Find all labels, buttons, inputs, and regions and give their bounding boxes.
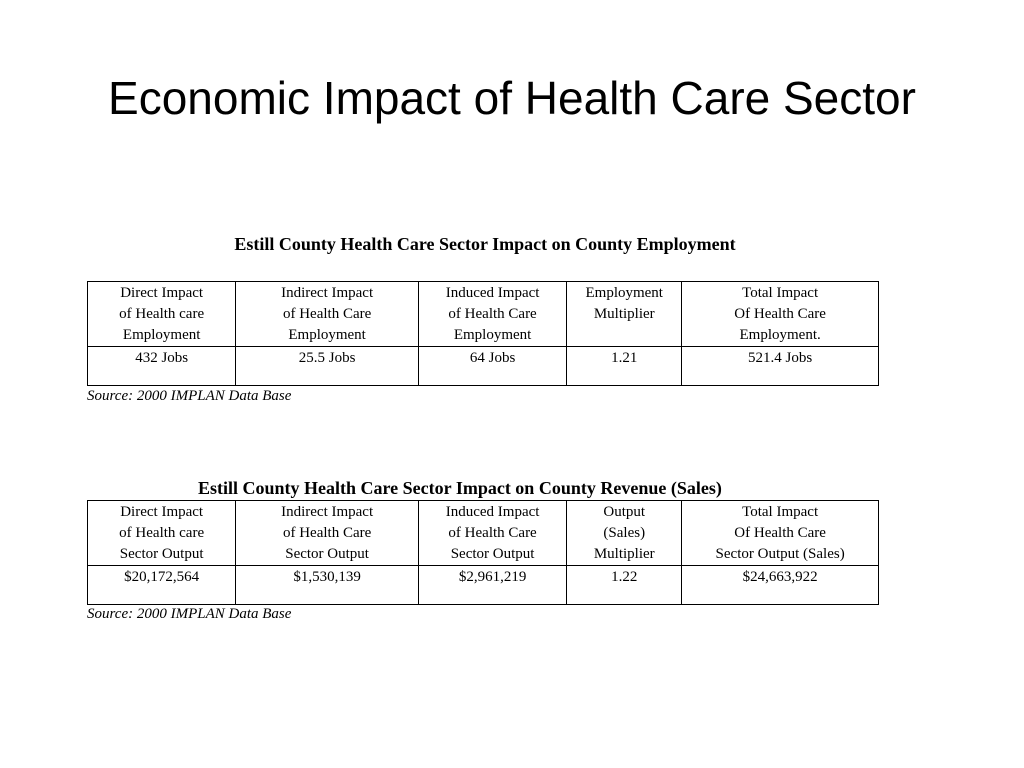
header-indirect-impact [236, 501, 419, 566]
table-row [88, 347, 879, 386]
header-line: Induced Impact [445, 285, 540, 301]
table-row [88, 566, 879, 605]
employment-impact-table [87, 281, 879, 386]
header-line: Direct Impact [120, 285, 204, 301]
value-direct-impact: $20,172,564 [88, 566, 236, 605]
header-line: Total Impact [742, 504, 819, 520]
table-header-row [88, 282, 879, 347]
value-total-impact: 521.4 Jobs [682, 347, 879, 386]
header-direct-impact [88, 282, 236, 347]
header-line: Sector Output [119, 546, 204, 562]
header-line: of Health Care [448, 525, 537, 541]
header-line: of Health Care [448, 306, 537, 322]
value-indirect-impact: $1,530,139 [236, 566, 419, 605]
header-line: Employment [585, 285, 663, 301]
header-line: Of Health Care [734, 525, 826, 541]
header-line: Sector Output (Sales) [715, 546, 845, 562]
header-line: Indirect Impact [281, 285, 374, 301]
header-total-impact [682, 282, 879, 347]
header-line: Multiplier [593, 306, 655, 322]
header-line: Employment. [739, 327, 821, 343]
header-induced-impact [418, 501, 566, 566]
header-line: of Health Care [282, 525, 372, 541]
header-line: Employment [453, 327, 532, 343]
header-line: Indirect Impact [281, 504, 374, 520]
value-induced-impact: $2,961,219 [418, 566, 566, 605]
revenue-table-caption: Estill County Health Care Sector Impact on County Revenue (Sales) [198, 478, 722, 498]
header-line: Induced Impact [445, 504, 540, 520]
employment-source-note: Source: 2000 IMPLAN Data Base [87, 388, 292, 404]
revenue-source-note: Source: 2000 IMPLAN Data Base [87, 606, 292, 622]
header-line: Employment [288, 327, 366, 343]
header-line: Multiplier [593, 546, 655, 562]
header-line: of Health care [119, 306, 205, 322]
header-line: Of Health Care [734, 306, 826, 322]
header-line: Output [603, 504, 646, 520]
value-indirect-impact: 25.5 Jobs [236, 347, 419, 386]
header-induced-impact [418, 282, 566, 347]
header-multiplier [567, 282, 682, 347]
slide-title: Economic Impact of Health Care Sector [108, 72, 916, 124]
revenue-impact-table [87, 500, 879, 605]
value-induced-impact: 64 Jobs [418, 347, 566, 386]
header-line: Total Impact [742, 285, 819, 301]
header-line: Sector Output [285, 546, 369, 562]
value-total-impact: $24,663,922 [682, 566, 879, 605]
header-line: Employment [122, 327, 201, 343]
header-indirect-impact [236, 282, 419, 347]
header-line: of Health care [119, 525, 205, 541]
value-multiplier: 1.21 [567, 347, 682, 386]
value-multiplier: 1.22 [567, 566, 682, 605]
header-line: (Sales) [603, 525, 646, 541]
header-line: Sector Output [450, 546, 535, 562]
employment-table-caption: Estill County Health Care Sector Impact on County Employment [234, 234, 736, 254]
header-line: of Health Care [282, 306, 372, 322]
value-direct-impact: 432 Jobs [88, 347, 236, 386]
table-header-row [88, 501, 879, 566]
header-total-impact [682, 501, 879, 566]
header-line: Direct Impact [120, 504, 204, 520]
header-multiplier [567, 501, 682, 566]
header-direct-impact [88, 501, 236, 566]
